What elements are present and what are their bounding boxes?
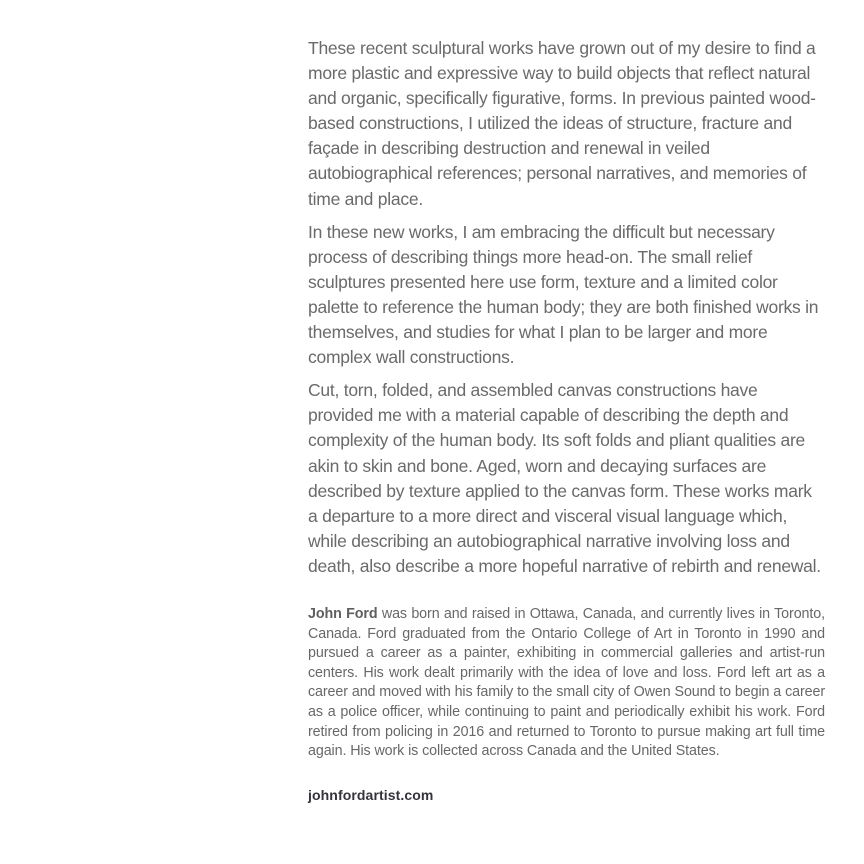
statement-paragraph-3: Cut, torn, folded, and assembled canvas constructions have provided me with a material capable of describing the depth and complexity of the human body. Its soft folds and pliant qualities are akin to skin and bone. Aged, worn and decaying surfaces are described by texture applied to the canvas form. These works mark a departure to a more direct and visceral visual language which, while describing an autobiographical narrative involving loss and death, also describe a more hopeful narrative of rebirth and renewal. (308, 380, 821, 576)
artist-statement (308, 36, 825, 579)
content-column (308, 36, 825, 803)
statement-paragraph-2: In these new works, I am embracing the difficult but necessary process of describing things more head-on. The small relief sculptures presented here use form, texture and a limited color palette to reference the human body; they are both finished works in themselves, and studies for what I plan to be larger and more complex wall constructions. (308, 221, 819, 368)
statement-paragraph-1: These recent sculptural works have grown out of my desire to find a more plastic and expressive way to build objects that reflect natural and organic, specifically figurative, forms. In previous painted wood-based constructions, I utilized the ideas of structure, fracture and façade in describing destruction and renewal in veiled autobiographical references; personal narratives, and memories of time and place. (308, 38, 816, 209)
bio-text: was born and raised in Ottawa, Canada, and currently lives in Toronto, Canada. Ford graduated from the Ontario College of Art in Toronto in 1990 and pursued a career as a painter, exhibiting in commercial galleries and artist-run centers. His work dealt primarily with the idea of love and loss. Ford left art as a career and moved with his family to the small city of Owen Sound to begin a career as a police officer, while continuing to paint and periodically exhibit his work. Ford retired from policing in 2016 and returned to Toronto to pursue making art full time again. His work is collected across Canada and the United States. (308, 605, 825, 760)
artist-bio (308, 605, 825, 762)
artist-website-url: johnfordartist.com (308, 786, 434, 803)
artist-name: John Ford (308, 605, 378, 622)
